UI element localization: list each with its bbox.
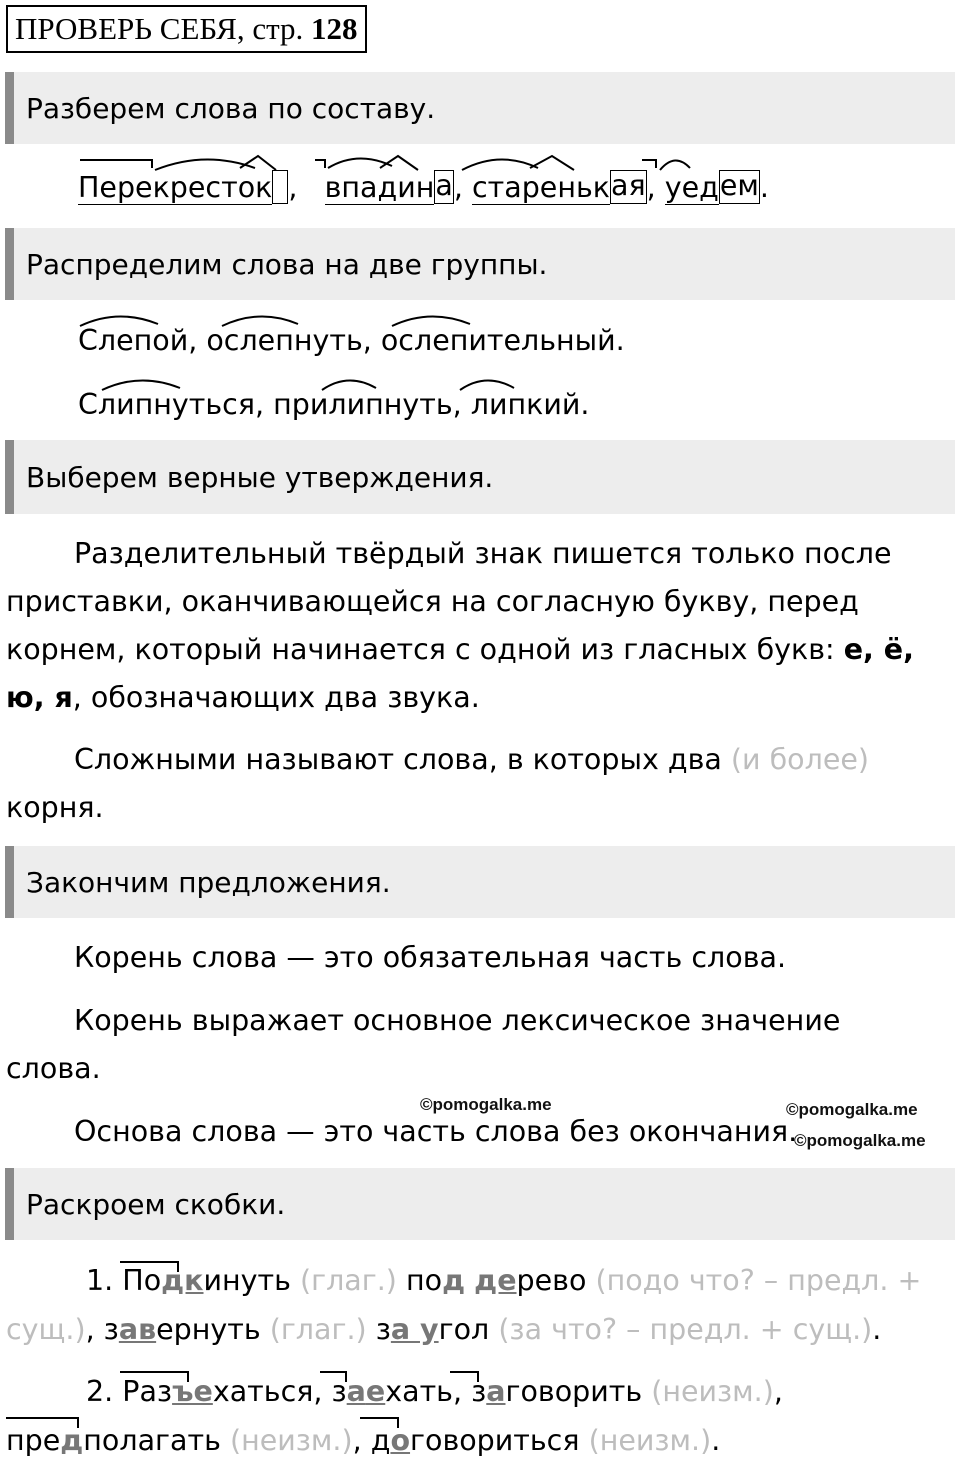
word-starenkaya: старенькая <box>471 169 646 204</box>
prefix-mark <box>450 1372 478 1382</box>
bracket-item-1-line-2: сущ.), завернуть (глаг.) за угол (за что? – предл. + сущ.). <box>6 1313 882 1346</box>
prefix-mark <box>120 1262 178 1272</box>
word-vpadina: впадина <box>324 169 453 204</box>
group-line-2: Слипнуться, прилипнуть, липкий. <box>78 388 590 421</box>
statement-2-line-1: Сложными называют слова, в которых два (и более) <box>74 743 870 776</box>
statement-1-line-2: приставки, оканчивающейся на согласную букву, перед <box>6 585 859 618</box>
bracket-item-1-line-1: 1. Подкинуть (глаг.) под дерево (подо что? – предл. + <box>86 1264 922 1297</box>
statement-1-line-1: Разделительный твёрдый знак пишется только после <box>74 537 892 570</box>
section-label: Разберем слова по составу. <box>26 91 436 125</box>
section-label: Выберем верные утверждения. <box>26 460 494 494</box>
section-label: Раскроем скобки. <box>26 1187 286 1221</box>
watermark: ©pomogalka.me <box>786 1100 918 1119</box>
prefix-mark <box>6 1418 78 1428</box>
morpheme-analysis-line: Перекресток , впадина, старенькая, уедем. <box>78 169 769 204</box>
word-perekrestok: Перекресток <box>78 171 288 204</box>
group-line-1: Слепой, ослепнуть, ослепительный. <box>78 324 625 357</box>
section-label: Распределим слова на две группы. <box>26 247 548 281</box>
prefix-mark <box>320 1372 346 1382</box>
prefix-mark <box>120 1372 188 1382</box>
watermark: ©pomogalka.me <box>794 1131 926 1150</box>
watermark: ©pomogalka.me <box>420 1095 552 1114</box>
sentence-2-line-1: Корень выражает основное лексическое значение <box>74 1004 841 1037</box>
statement-1-line-4: ю, я, обозначающих два звука. <box>6 681 480 714</box>
section-label: Закончим предложения. <box>26 865 391 899</box>
bracket-item-2-line-2: предполагать (неизм.), договориться (неизм.). <box>6 1424 721 1457</box>
statement-1-line-3: корнем, который начинается с одной из гласных букв: е, ё, <box>6 633 914 666</box>
sentence-1: Корень слова — это обязательная часть слова. <box>74 941 787 974</box>
bracket-item-2-line-1: 2. Разъехаться, заехать, заговорить (неизм.), <box>86 1375 783 1408</box>
page-number: 128 <box>311 11 358 46</box>
sentence-3: Основа слова — это часть слова без окончания. <box>74 1115 798 1148</box>
prefix-mark <box>360 1418 398 1428</box>
word-uedem: уедем <box>664 169 759 204</box>
sentence-2-line-2: слова. <box>6 1052 101 1085</box>
title-text: ПРОВЕРЬ СЕБЯ, стр. <box>15 11 304 46</box>
statement-2-line-2: корня. <box>6 791 104 824</box>
